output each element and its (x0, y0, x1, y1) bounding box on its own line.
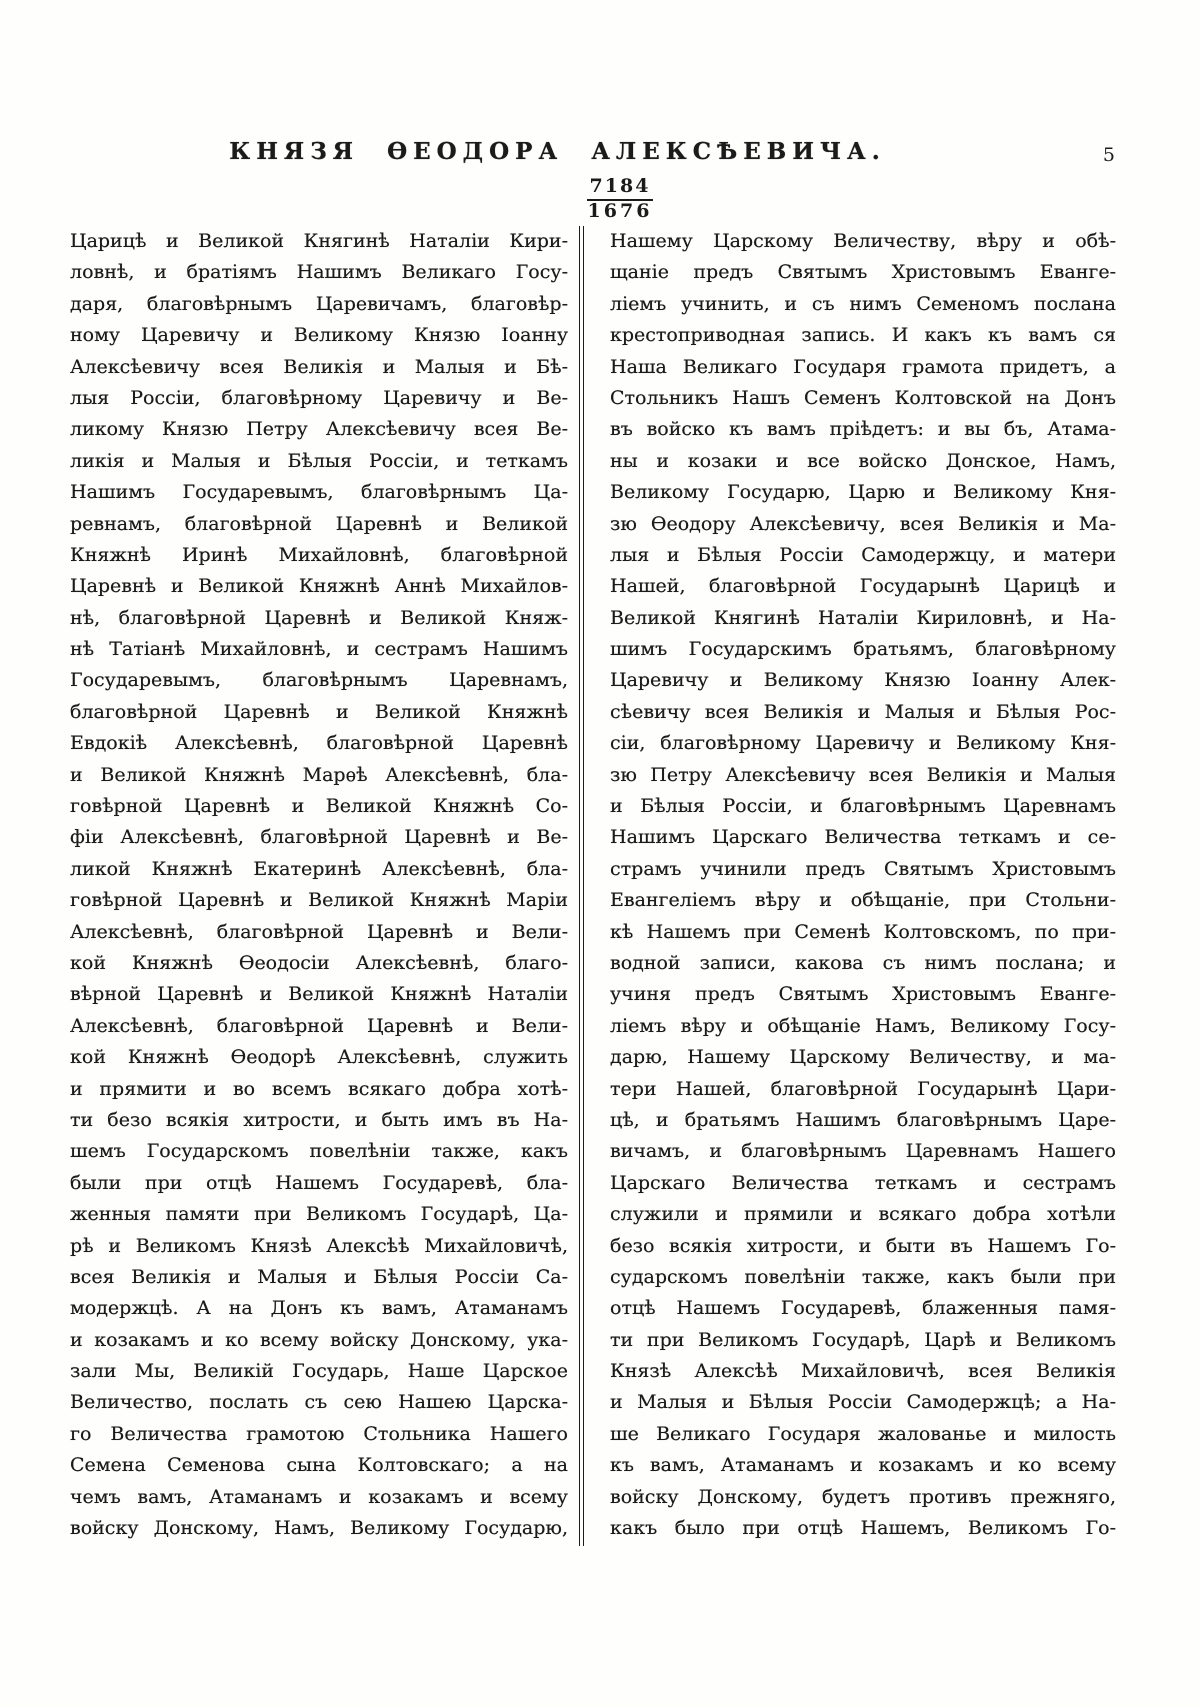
text-line: ше Великаго Государя жалованье и милость (610, 1422, 1116, 1445)
text-line: вичамъ, и благовѣрнымъ Царевнамъ Нашего (610, 1140, 1116, 1163)
text-line: и Великой Княжнѣ Марѳѣ Алексѣевнѣ, бла- (70, 763, 568, 786)
text-line: и Бѣлыя Россіи, и благовѣрнымъ Царевнамъ (610, 795, 1116, 818)
page-title: КНЯЗЯ ѲЕОДОРА АЛЕКСѢЕВИЧА. (229, 138, 886, 165)
text-line: Царскаго Величества теткамъ и сестрамъ (610, 1171, 1116, 1194)
text-line: женныя памяти при Великомъ Государѣ, Ца- (70, 1203, 568, 1226)
column-divider-rule (579, 226, 584, 1546)
text-line: говѣрной Царевнѣ и Великой Княжнѣ Маріи (70, 889, 568, 912)
text-line: Великому Государю, Царю и Великому Кня- (610, 481, 1116, 504)
text-line: Нашимъ Государевымъ, благовѣрнымъ Ца- (70, 481, 568, 504)
text-line: щаніе предъ Святымъ Христовымъ Еванге- (610, 261, 1116, 284)
text-line: крестоприводная запись. И какъ къ вамъ ся (610, 324, 1116, 347)
text-line: служили и прямили и всякаго добра хотѣли (610, 1203, 1116, 1226)
text-line: тери Нашей, благовѣрной Государынѣ Цари- (610, 1077, 1116, 1100)
text-line: Нашей, благовѣрной Государынѣ Царицѣ и (610, 575, 1116, 598)
text-line: Наша Великаго Государя грамота придетъ, а (610, 355, 1116, 378)
text-line: Великой Княгинѣ Наталіи Кириловнѣ, и На- (610, 606, 1116, 629)
text-line: въ войско къ вамъ пріѣдетъ: и вы бъ, Атама- (610, 418, 1116, 441)
page-number: 5 (1102, 144, 1115, 166)
text-line: дарю, Нашему Царскому Величеству, и ма- (610, 1046, 1116, 1069)
text-line: даря, благовѣрнымъ Царевичамъ, благовѣр- (70, 292, 568, 315)
text-line: нѣ Татіанѣ Михайловнѣ, и сестрамъ Нашимъ (70, 638, 568, 661)
text-line: Нашимъ Царскаго Величества теткамъ и се- (610, 826, 1116, 849)
text-line: Величество, послать съ сею Нашею Царска- (70, 1391, 568, 1414)
text-line: Государевымъ, благовѣрнымъ Царевнамъ, (70, 669, 568, 692)
text-line: къ вамъ, Атаманамъ и козакамъ и ко всему (610, 1454, 1116, 1477)
text-line: Алексѣевнѣ, благовѣрной Царевнѣ и Вели- (70, 1014, 568, 1037)
text-line: зю Ѳеодору Алексѣевичу, всея Великія и Ма- (610, 512, 1116, 535)
text-line: ти безо всякія хитрости, и быть имъ въ На- (70, 1108, 568, 1131)
text-column-left (70, 226, 568, 1546)
text-line: безо всякія хитрости, и быти въ Нашемъ Го- (610, 1234, 1116, 1257)
text-line: учиня предъ Святымъ Христовымъ Еванге- (610, 983, 1116, 1006)
text-line: шимъ Государскимъ братьямъ, благовѣрному (610, 638, 1116, 661)
text-line: кой Княжнѣ Ѳеодорѣ Алексѣевнѣ, служить (70, 1046, 568, 1069)
running-head (70, 138, 1115, 168)
text-line: и прямити и во всемъ всякаго добра хотѣ- (70, 1077, 568, 1100)
text-line: кѣ Нашемъ при Семенѣ Колтовскомъ, по при- (610, 920, 1116, 943)
text-line: Царевичу и Великому Князю Іоанну Алек- (610, 669, 1116, 692)
text-line: вѣрной Царевнѣ и Великой Княжнѣ Наталіи (70, 983, 568, 1006)
date-fraction-denominator: 1676 (587, 199, 653, 222)
text-line: ны и козаки и все войско Донское, Намъ, (610, 449, 1116, 472)
text-line: Княжнѣ Иринѣ Михайловнѣ, благовѣрной (70, 543, 568, 566)
text-line: ревнамъ, благовѣрной Царевнѣ и Великой (70, 512, 568, 535)
text-line: лыя и Бѣлыя Россіи Самодержцу, и матери (610, 543, 1116, 566)
text-line: всея Великія и Малыя и Бѣлыя Россіи Са- (70, 1265, 568, 1288)
text-line: отцѣ Нашемъ Государевѣ, блаженныя памя- (610, 1297, 1116, 1320)
text-line: шемъ Государскомъ повелѣніи также, какъ (70, 1140, 568, 1163)
text-line: сѣевичу всея Великія и Малыя и Бѣлыя Рос- (610, 700, 1116, 723)
text-line: были при отцѣ Нашемъ Государевѣ, бла- (70, 1171, 568, 1194)
text-line: зю Петру Алексѣевичу всея Великія и Малыя (610, 763, 1116, 786)
text-line: сударскомъ повелѣніи также, какъ были при (610, 1265, 1116, 1288)
text-line: и козакамъ и ко всему войску Донскому, ука- (70, 1328, 568, 1351)
text-line: ти при Великомъ Государѣ, Царѣ и Великомъ (610, 1328, 1116, 1351)
text-line: Евангеліемъ вѣру и обѣщаніе, при Стольни- (610, 889, 1116, 912)
text-line: кой Княжнѣ Ѳеодосіи Алексѣевнѣ, благо- (70, 951, 568, 974)
text-line: го Величества грамотою Стольника Нашего (70, 1422, 568, 1445)
text-line: лыя Россіи, благовѣрному Царевичу и Ве- (70, 386, 568, 409)
text-line: Алексѣевичу всея Великія и Малыя и Бѣ- (70, 355, 568, 378)
text-line: сіи, благовѣрному Царевичу и Великому Кня- (610, 732, 1116, 755)
text-line: войску Донскому, Намъ, Великому Государю, (70, 1517, 568, 1540)
text-line: модержцѣ. А на Донъ къ вамъ, Атаманамъ (70, 1297, 568, 1320)
text-line: Царевнѣ и Великой Княжнѣ Аннѣ Михайлов- (70, 575, 568, 598)
text-line: ликой Княжнѣ Екатеринѣ Алексѣевнѣ, бла- (70, 857, 568, 880)
text-line: Семена Семенова сына Колтовскаго; а на (70, 1454, 568, 1477)
text-line: ліемъ вѣру и обѣщаніе Намъ, Великому Госу- (610, 1014, 1116, 1037)
text-line: чемъ вамъ, Атаманамъ и козакамъ и всему (70, 1485, 568, 1508)
text-line: страмъ учинили предъ Святымъ Христовымъ (610, 857, 1116, 880)
text-line: Стольникъ Нашъ Семенъ Колтовской на Донъ (610, 386, 1116, 409)
date-fraction (560, 176, 680, 223)
text-line: ліемъ учинить, и съ нимъ Семеномъ послана (610, 292, 1116, 315)
text-line: фіи Алексѣевнѣ, благовѣрной Царевнѣ и Ве- (70, 826, 568, 849)
two-column-text-block (70, 226, 1116, 1548)
text-line: Алексѣевнѣ, благовѣрной Царевнѣ и Вели- (70, 920, 568, 943)
text-line: ному Царевичу и Великому Князю Іоанну (70, 324, 568, 347)
text-column-right (610, 226, 1116, 1546)
text-line: нѣ, благовѣрной Царевнѣ и Великой Княж- (70, 606, 568, 629)
text-line: Евдокіѣ Алексѣевнѣ, благовѣрной Царевнѣ (70, 732, 568, 755)
text-line: говѣрной Царевнѣ и Великой Княжнѣ Со- (70, 795, 568, 818)
text-line: зали Мы, Великій Государь, Наше Царское (70, 1360, 568, 1383)
text-line: Царицѣ и Великой Княгинѣ Наталіи Кири- (70, 230, 568, 252)
text-line: и Малыя и Бѣлыя Россіи Самодержцѣ; а На- (610, 1391, 1116, 1414)
text-line: цѣ, и братьямъ Нашимъ благовѣрнымъ Царе- (610, 1108, 1116, 1131)
text-line: войску Донскому, будетъ противъ прежняго, (610, 1485, 1116, 1508)
text-line: Князѣ Алексѣѣ Михайловичѣ, всея Великія (610, 1360, 1116, 1383)
text-line: благовѣрной Царевнѣ и Великой Княжнѣ (70, 700, 568, 723)
text-line: ликія и Малыя и Бѣлыя Россіи, и теткамъ (70, 449, 568, 472)
text-line: ловнѣ, и братіямъ Нашимъ Великаго Госу- (70, 261, 568, 284)
text-line: водной записи, какова съ нимъ послана; и (610, 951, 1116, 974)
text-line: какъ было при отцѣ Нашемъ, Великомъ Го- (610, 1517, 1116, 1540)
text-line: Нашему Царскому Величеству, вѣру и обѣ- (610, 230, 1116, 252)
text-line: ликому Князю Петру Алексѣевичу всея Ве- (70, 418, 568, 441)
date-fraction-numerator: 7184 (587, 176, 654, 201)
text-line: рѣ и Великомъ Князѣ Алексѣѣ Михайловичѣ, (70, 1234, 568, 1257)
